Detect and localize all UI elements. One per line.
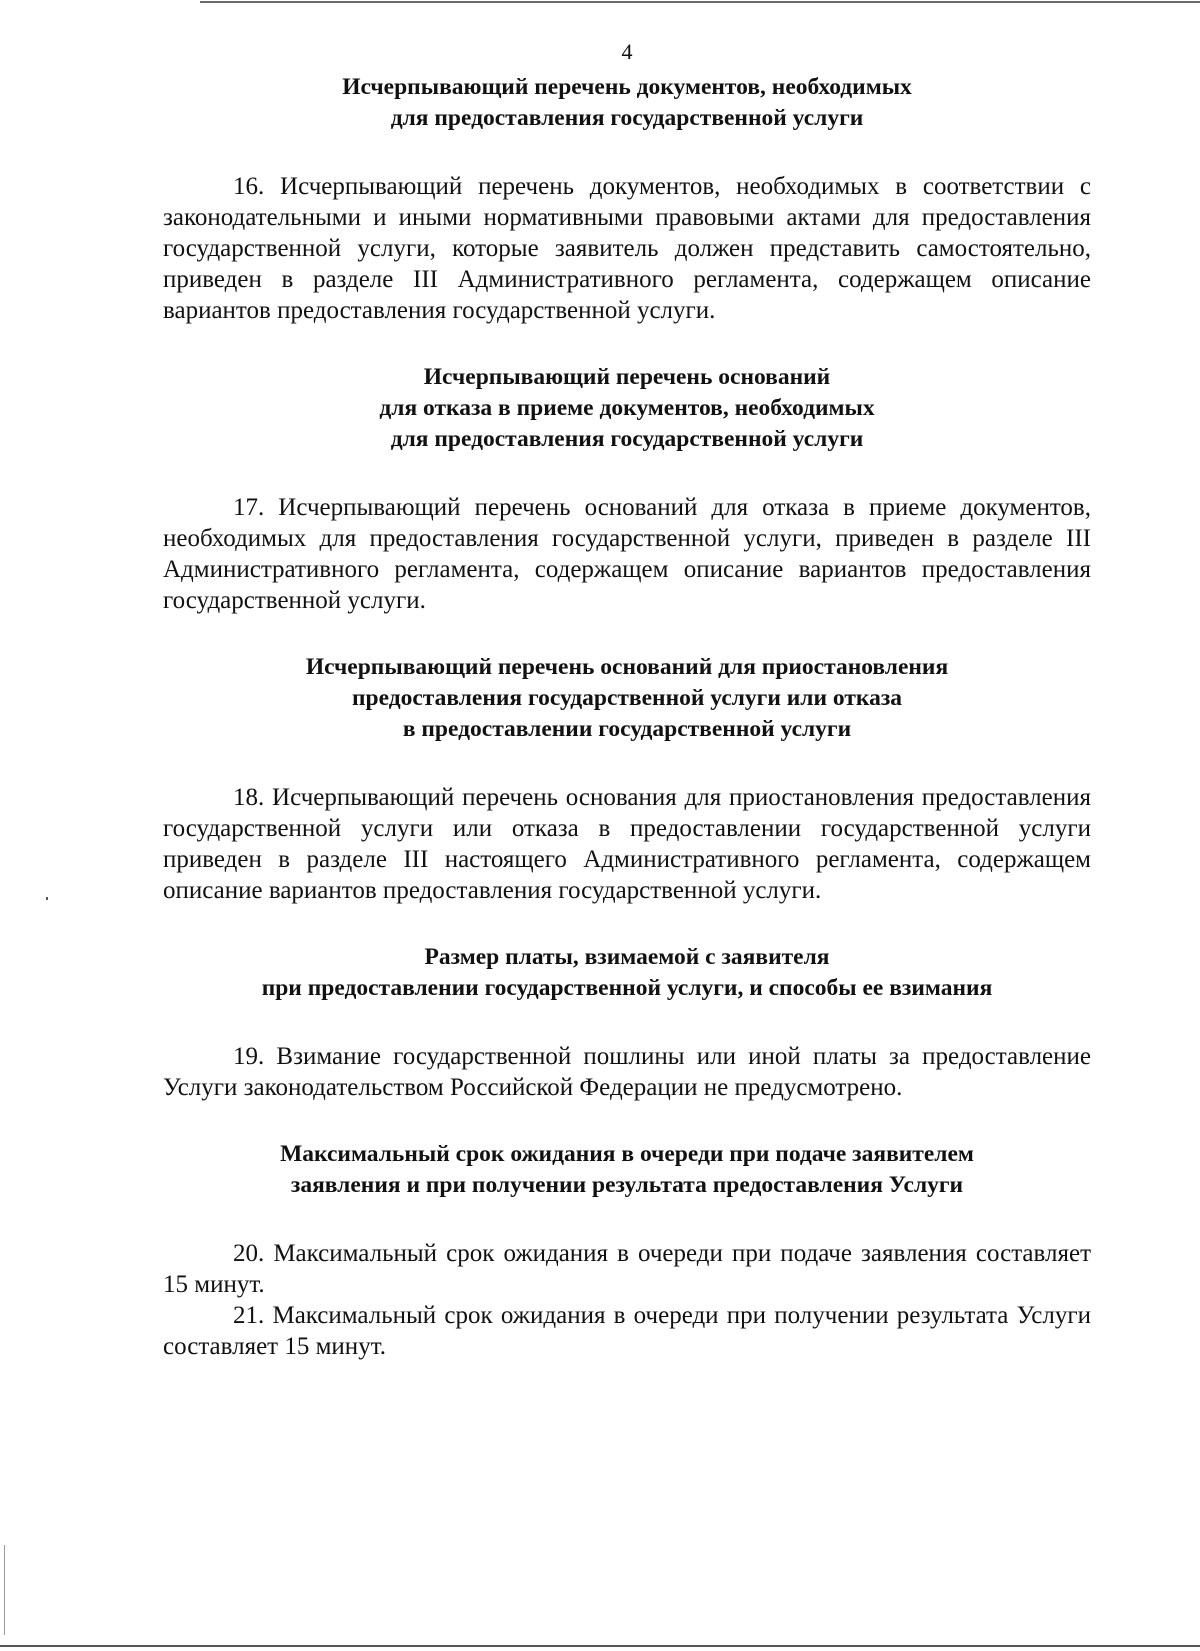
heading-line: Исчерпывающий перечень оснований [423,364,831,390]
heading-line: Максимальный срок ожидания в очереди при подаче заявителем [280,1141,974,1167]
paragraph: 19. Взимание государственной пошлины или иной платы за предоставление Услуги законодательством Российской Федерации не предусмотрено. [163,1043,1091,1101]
heading-line: предоставления государственной услуги или отказа [351,685,903,711]
paragraph: 17. Исчерпывающий перечень оснований для отказа в приеме документов, необходимых для предоставления государственной услуги, приведен в разделе III Административного регламента, содержащем описание вариантов предоставления государственной услуги. [163,494,1091,614]
paragraph: 21. Максимальный срок ожидания в очереди при получении результата Услуги составляет 15 минут. [163,1302,1091,1360]
page-number: 4 [621,39,633,64]
scan-edge-bottom [0,1645,1200,1647]
heading-line: для отказа в приеме документов, необходимых [379,395,875,421]
paragraph: 18. Исчерпывающий перечень основания для приостановления предоставления государственной услуги или отказа в предоставлении государственной услуги приведен в разделе III настоящего Административного регламента, содержащем описание вариантов предоставления государственной услуги. [163,784,1091,904]
heading-line: Исчерпывающий перечень документов, необходимых [342,74,912,100]
section-heading [163,362,1091,455]
scan-speck [46,897,48,900]
paragraph: 20. Максимальный срок ожидания в очереди при подаче заявления составляет 15 минут. [163,1240,1091,1298]
heading-line: при предоставлении государственной услуги, и способы ее взимания [261,975,993,1001]
heading-line: заявления и при получении результата предоставления Услуги [290,1172,964,1198]
section-heading [163,1139,1091,1201]
section-heading [163,652,1091,745]
paragraph: 16. Исчерпывающий перечень документов, необходимых в соответствии с законодательными и иными нормативными правовыми актами для предоставления государственной услуги, которые заявитель должен представить самостоятельно, приведен в разделе III Административного регламента, содержащем описание вариантов предоставления государственной услуги. [163,173,1091,324]
section-heading [163,72,1091,134]
heading-line: в предоставлении государственной услуги [402,716,852,742]
heading-line: для предоставления государственной услуги [390,426,864,452]
scan-edge-top [200,1,1200,3]
heading-line: Размер платы, взимаемой с заявителя [424,944,830,970]
heading-line: для предоставления государственной услуги [390,105,864,131]
scan-edge-left [4,1545,5,1635]
heading-line: Исчерпывающий перечень оснований для приостановления [305,654,949,680]
section-heading [163,942,1091,1004]
document-page [163,36,1091,1362]
